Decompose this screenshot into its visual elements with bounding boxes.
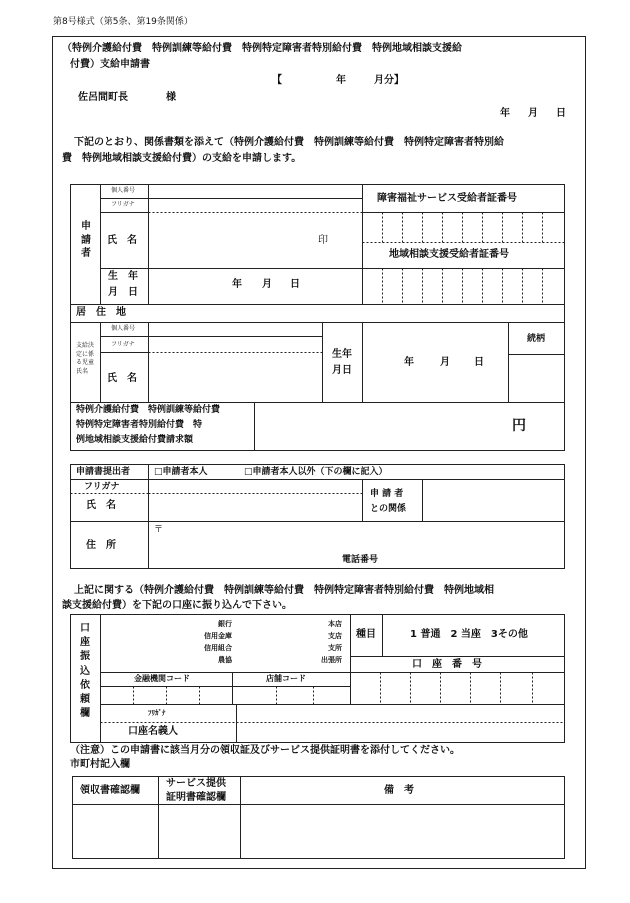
submitter-furigana-label: フリガナ <box>84 482 120 492</box>
branch-type: 出張所 <box>321 656 342 664</box>
child-side-line: 定に係 <box>76 350 95 358</box>
child-side-line: 氏名 <box>76 368 89 376</box>
period-open: 【 <box>272 75 282 86</box>
child-birth-label-1: 生年 <box>332 349 352 360</box>
claim-line1: 特例介護給付費 特例訓練等給付費 <box>76 405 221 415</box>
applicant-side-label <box>80 220 92 261</box>
child-side-line: る児童 <box>76 359 95 367</box>
bank-side-char: 欄 <box>80 708 90 720</box>
applicant-name-label: 氏 名 <box>107 235 137 246</box>
applicant-side-char: 申 <box>81 221 91 232</box>
branch-type-list <box>296 618 342 666</box>
period-month: 月分】 <box>374 75 404 86</box>
account-type-label: 種目 <box>356 629 376 640</box>
bank-intro-line2: 談支援給付費）を下記の口座に振り込んで下さい。 <box>62 600 292 611</box>
bank-intro-line1: 上記に関する（特例介護給付費 特例訓練等給付費 特例特定障害者特別給付費 特例地域相 <box>74 585 494 596</box>
remarks-label: 備 考 <box>384 785 414 796</box>
date-month: 月 <box>528 108 538 119</box>
intro-line2: 費 特例地域相談支援給付費）の支給を申請します。 <box>62 153 302 164</box>
child-birth-label-2: 月日 <box>332 365 352 376</box>
mayor-honorific: 様 <box>166 92 176 103</box>
child-name-label: 氏 名 <box>107 373 137 384</box>
child-birth-month: 月 <box>440 357 450 368</box>
seal-mark: 印 <box>318 235 328 246</box>
submitter-option-other[interactable]: □申請者本人以外（下の欄に記入） <box>244 467 388 477</box>
institution-type: 信用金庫 <box>204 632 232 640</box>
branch-type: 支店 <box>328 632 342 640</box>
submitter-relation-1: 申 請 者 <box>370 489 404 499</box>
submitter-name-label: 氏 名 <box>86 500 116 511</box>
institution-type: 信用組合 <box>204 644 232 652</box>
form-title-line2: 付費）支給申請書 <box>70 59 150 70</box>
institution-type-list <box>180 618 232 666</box>
applicant-furigana-label: フリガナ <box>111 201 135 208</box>
institution-type: 農協 <box>218 656 232 664</box>
phone-label: 電話番号 <box>342 555 379 565</box>
branch-type: 支所 <box>328 644 342 652</box>
branch-type: 本店 <box>328 620 342 628</box>
child-birth-day: 日 <box>474 357 484 368</box>
residence-label: 居 住 地 <box>76 307 126 318</box>
bank-side-char: 座 <box>80 637 90 649</box>
applicant-birth-day: 日 <box>290 279 300 290</box>
regional-cert-label: 地域相談支援受給者証番号 <box>389 249 509 260</box>
postal-mark: 〒 <box>154 525 164 535</box>
bank-side-char: 頼 <box>80 693 90 705</box>
child-side-line: 支給決 <box>76 342 95 349</box>
child-furigana-label: フリガナ <box>111 341 135 348</box>
claim-line3: 例地域相談支援給付費請求額 <box>76 435 194 445</box>
bank-side-char: 依 <box>80 679 90 691</box>
claim-line2: 特例特定障害者特別給付費 特 <box>76 420 203 430</box>
bank-side-char: 振 <box>80 651 90 663</box>
bank-side-char: 込 <box>80 665 90 677</box>
applicant-side-char: 者 <box>81 248 91 259</box>
applicant-my-number-label: 個人番号 <box>111 187 136 194</box>
child-relation-label: 続柄 <box>527 334 546 344</box>
form-title-line1: （特例介護給付費 特例訓練等給付費 特例特定障害者特別給付費 特例地域相談支援給 <box>62 43 462 54</box>
account-type-options[interactable]: 1 普通 2 当座 3その他 <box>410 629 528 640</box>
municipal-heading: 市町村記入欄 <box>70 759 130 770</box>
applicant-birth-label-2: 月 日 <box>108 287 138 298</box>
intro-line1: 下記のとおり、関係書類を添えて（特例介護給付費 特例訓練等給付費 特例特定障害者特別給 <box>74 137 504 148</box>
service-cert-label-2: 証明書確認欄 <box>166 792 226 803</box>
holder-furigana-label: ﾌﾘｶﾞﾅ <box>148 709 166 717</box>
applicant-birth-month: 月 <box>262 279 272 290</box>
date-day: 日 <box>556 108 566 119</box>
institution-code-label: 金融機関コード <box>134 674 190 683</box>
submitter-relation-2: との関係 <box>370 504 407 514</box>
date-year: 年 <box>500 108 510 119</box>
account-holder-label: 口座名義人 <box>128 726 178 737</box>
bank-side-char: 口 <box>80 623 90 634</box>
applicant-side-char: 請 <box>81 234 91 246</box>
branch-code-label: 店舗コード <box>266 674 306 683</box>
disability-cert-label: 障害福祉サービス受給者証番号 <box>377 193 517 204</box>
submitter-address-label: 住 所 <box>86 540 116 551</box>
institution-type: 銀行 <box>218 620 232 628</box>
child-side-label <box>76 342 100 377</box>
mayor-name: 佐呂間町長 <box>78 92 128 103</box>
account-number-label: 口 座 番 号 <box>412 659 482 670</box>
bank-side-label <box>79 622 91 721</box>
applicant-birth-year: 年 <box>232 279 242 290</box>
submitter-label: 申請書提出者 <box>76 467 131 477</box>
service-cert-label-1: サービス提供 <box>166 778 226 789</box>
child-birth-year: 年 <box>404 357 414 368</box>
attachment-note: （注意）この申請書に該当月分の領収証及びサービス提供証明書を添付してください。 <box>70 745 460 756</box>
child-my-number-label: 個人番号 <box>111 325 136 332</box>
applicant-birth-label-1: 生 年 <box>108 271 138 282</box>
submitter-option-self[interactable]: □申請者本人 <box>154 467 208 477</box>
period-year: 年 <box>336 75 346 86</box>
form-number: 第8号様式（第5条、第19条関係） <box>53 17 193 27</box>
yen-mark: 円 <box>512 418 526 434</box>
receipt-check-label: 領収書確認欄 <box>80 785 140 796</box>
